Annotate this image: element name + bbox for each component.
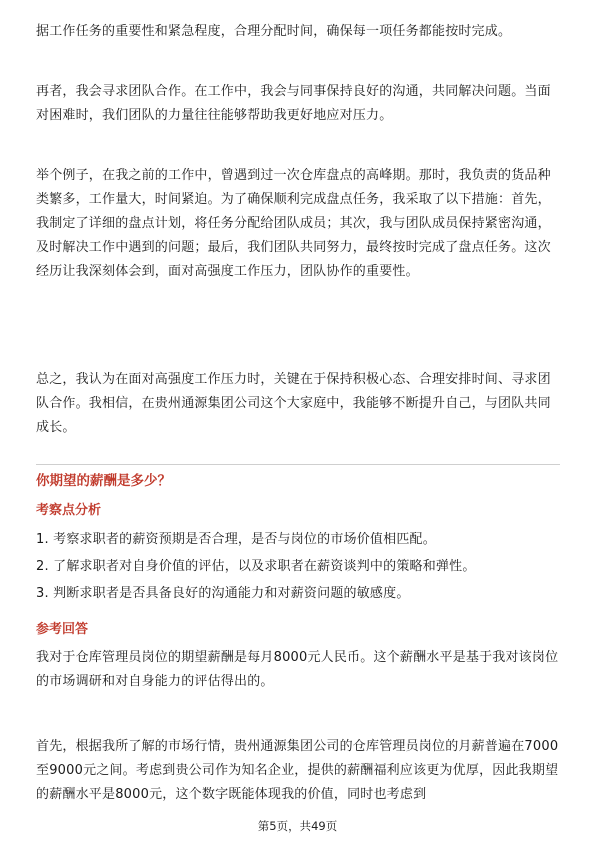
question-heading: 你期望的薪酬是多少？ [36, 473, 171, 489]
paragraph-example: 举个例子，在我之前的工作中，曾遇到过一次仓库盘点的高峰期。那时，我负责的货品种类繁多，工作量大，时间紧迫。为了确保顺利完成盘点任务，我采取了以下措施：首先，我制定了详细的盘点计划，将任务分配给团队成员；其次，我与团队成员保持紧密沟通，及时解决工作中遇到的问题；最后，我们团队共同努力，最终按时完成了盘点任务。这次经历让我深刻体会到，面对高强度工作压力，团队协作的重要性。 [36, 168, 551, 279]
list-item: 2. 了解求职者对自身价值的评估，以及求职者在薪资谈判中的策略和弹性。 [36, 559, 476, 574]
analysis-list [36, 526, 560, 607]
answer-paragraph-2: 首先，根据我所了解的市场行情，贵州通源集团公司的仓库管理员岗位的月薪普遍在7000至9000元之间。考虑到贵公司作为知名企业，提供的薪酬福利应该更为优厚，因此我期望的薪酬水平是8000元，这个数字既能体现我的价值，同时也考虑到 [36, 739, 559, 802]
list-item: 3. 判断求职者是否具备良好的沟通能力和对薪资问题的敏感度。 [36, 586, 410, 601]
analysis-heading: 考察点分析 [36, 503, 102, 518]
list-item: 1. 考察求职者的薪资预期是否合理，是否与岗位的市场价值相匹配。 [36, 532, 436, 547]
paragraph-time-management: 据工作任务的重要性和紧急程度，合理分配时间，确保每一项任务都能按时完成。 [36, 24, 512, 39]
paragraph-summary: 总之，我认为在面对高强度工作压力时，关键在于保持积极心态、合理安排时间、寻求团队合作。我相信，在贵州通源集团公司这个大家庭中，我能够不断提升自己，与团队共同成长。 [36, 372, 551, 435]
paragraph-teamwork: 再者，我会寻求团队合作。在工作中，我会与同事保持良好的沟通，共同解决问题。当面对困难时，我们团队的力量往往能够帮助我更好地应对压力。 [36, 84, 551, 123]
answer-paragraph-1: 我对于仓库管理员岗位的期望薪酬是每月8000元人民币。这个薪酬水平是基于我对该岗位的市场调研和对自身能力的评估得出的。 [36, 650, 559, 689]
page-number-footer: 第5页，共49页 [257, 819, 338, 833]
section-divider [36, 464, 560, 465]
answer-heading: 参考回答 [36, 622, 89, 637]
